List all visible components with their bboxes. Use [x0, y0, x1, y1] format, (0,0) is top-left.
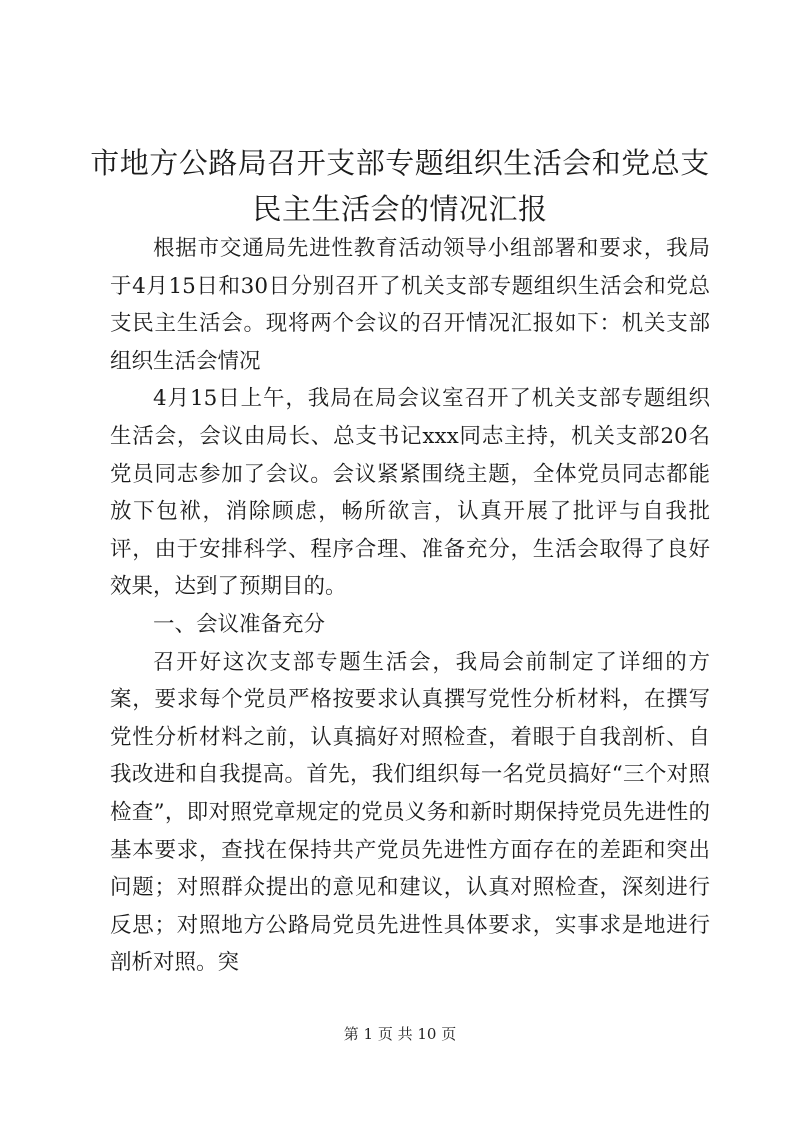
document-body — [110, 230, 710, 982]
section-heading-preparation: 一、会议准备充分 — [153, 611, 326, 637]
page-footer: 第 1 页 共 10 页 — [343, 1025, 457, 1043]
paragraph-intro: 根据市交通局先进性教育活动领导小组部署和要求，我局于4月15日和30日分别召开了机关支部专题组织生活会和党总支民主生活会。现将两个会议的召开情况汇报如下：机关支部组织生活会情况 — [110, 236, 710, 374]
document-title: 市地方公路局召开支部专题组织生活会和党总支民主生活会的情况汇报 — [90, 146, 710, 226]
paragraph-preparation: 召开好这次支部专题生活会，我局会前制定了详细的方案，要求每个党员严格按要求认真撰写党性分析材料，在撰写党性分析材料之前，认真搞好对照检查，着眼于自我剖析、自我改进和自我提高。首先，我们组织每一名党员搞好“三个对照检查”，即对照党章规定的党员义务和新时期保持党员先进性的基本要求，查找在保持共产党员先进性方面存在的差距和突出问题；对照群众提出的意见和建议，认真对照检查，深刻进行反思；对照地方公路局党员先进性具体要求，实事求是地进行剖析对照。突 — [110, 649, 710, 976]
paragraph-meeting-summary: 4月15日上午，我局在局会议室召开了机关支部专题组织生活会，会议由局长、总支书记xxx同志主持，机关支部20名党员同志参加了会议。会议紧紧围绕主题，全体党员同志都能放下包袱，消除顾虑，畅所欲言，认真开展了批评与自我批评，由于安排科学、程序合理、准备充分，生活会取得了良好效果，达到了预期目的。 — [110, 386, 710, 600]
